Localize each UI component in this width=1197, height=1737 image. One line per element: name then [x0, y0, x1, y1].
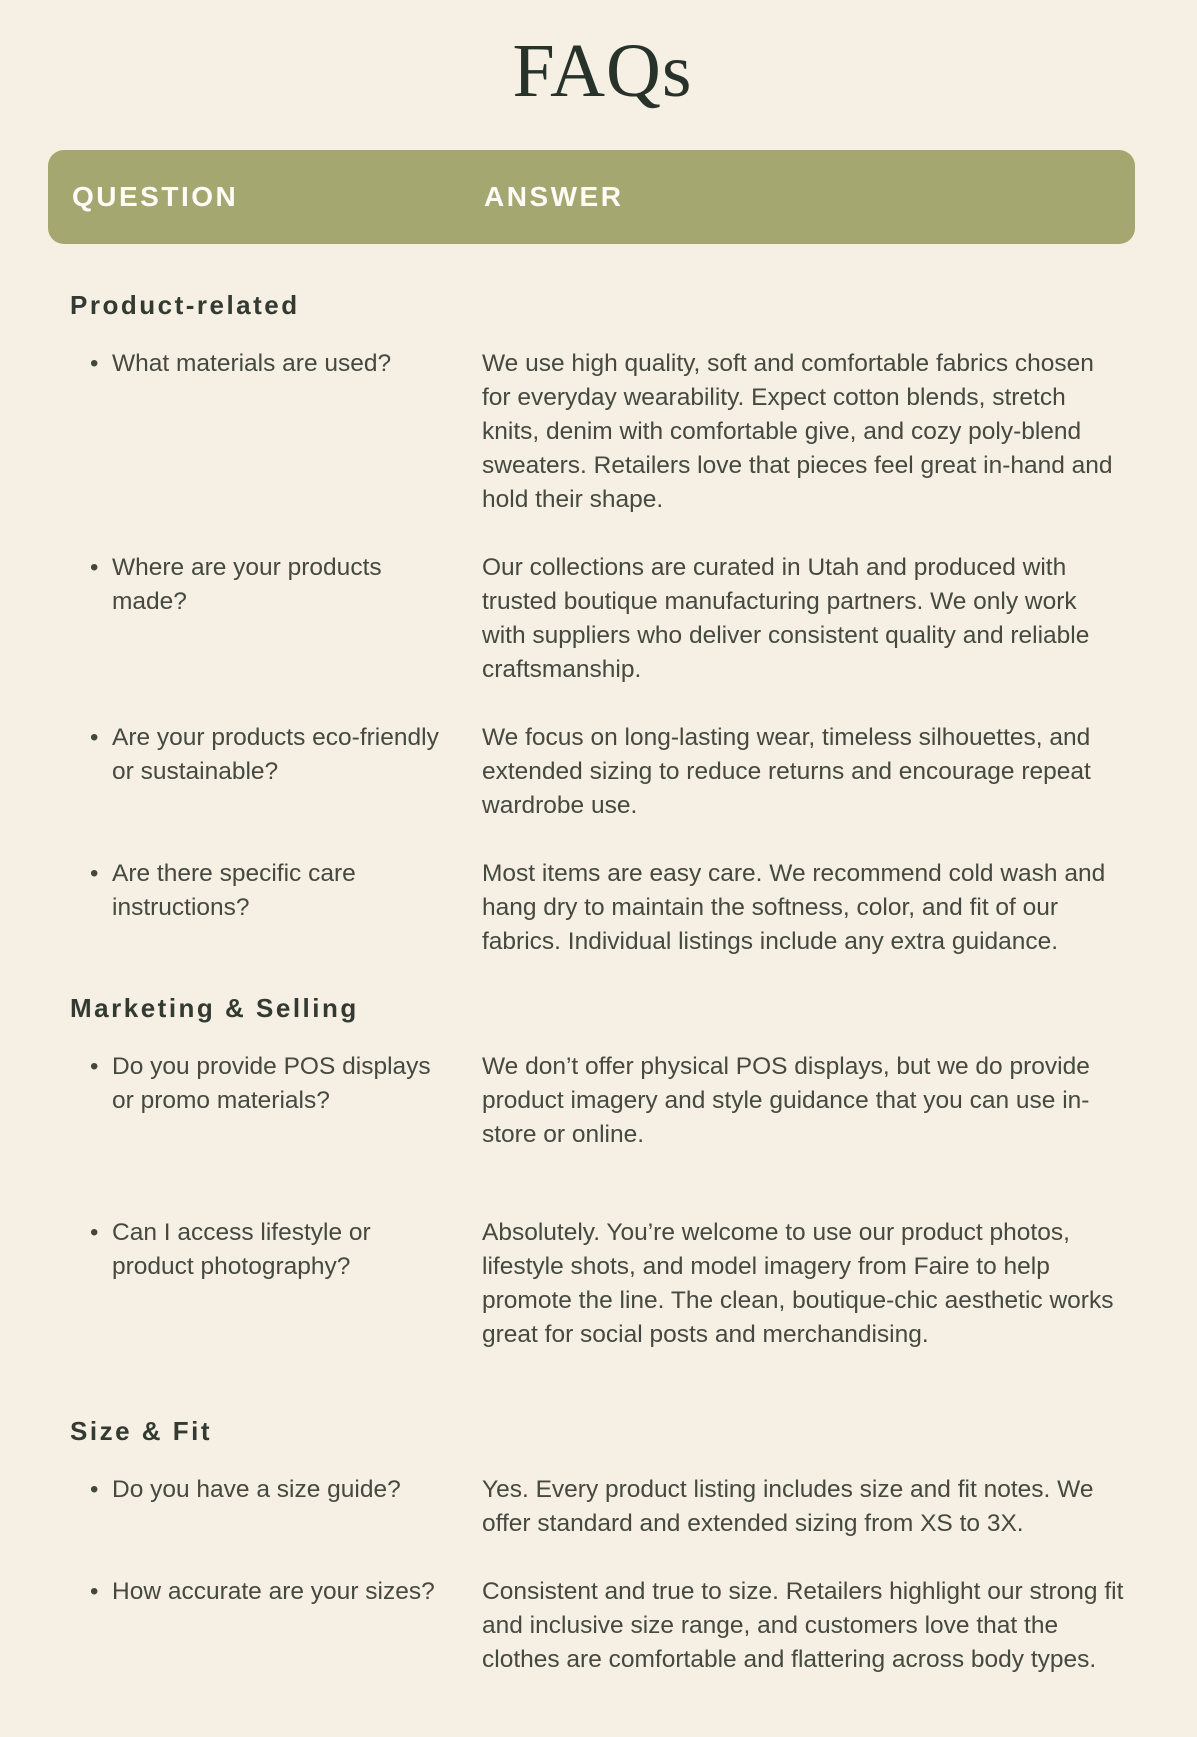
question-text: What materials are used? [112, 349, 392, 377]
faq-sections [70, 290, 1135, 1677]
bullet-icon: • [90, 1052, 99, 1080]
faq-section [70, 1416, 1135, 1677]
question-cell [70, 1216, 482, 1352]
faq-row [70, 1575, 1135, 1677]
faq-row [70, 551, 1135, 687]
question-cell [70, 721, 482, 823]
question-text: Are your products eco-friendly or sustainable? [112, 723, 439, 785]
faq-row [70, 721, 1135, 823]
faq-section [70, 290, 1135, 959]
faq-row [70, 857, 1135, 959]
bullet-icon: • [90, 859, 99, 887]
question-text: Are there specific care instructions? [112, 859, 356, 921]
page-title: FAQs [512, 29, 693, 113]
answer-text: Consistent and true to size. Retailers highlight our strong fit and inclusive size range, and customers love that the clothes are comfortable and flattering across body types. [482, 1577, 1124, 1673]
question-text: Do you provide POS displays or promo materials? [112, 1052, 431, 1114]
faq-row [70, 347, 1135, 517]
faq-row [70, 1473, 1135, 1541]
answer-text: Yes. Every product listing includes size and fit notes. We offer standard and extended sizing from XS to 3X. [482, 1475, 1094, 1537]
faq-row [70, 1216, 1135, 1352]
answer-column-header: ANSWER [484, 180, 624, 212]
faq-section [70, 993, 1135, 1352]
question-text: Can I access lifestyle or product photography? [112, 1218, 371, 1280]
bullet-icon: • [90, 349, 99, 377]
question-column-header: QUESTION [72, 180, 239, 212]
question-cell [70, 857, 482, 959]
answer-text: We use high quality, soft and comfortable fabrics chosen for everyday wearability. Expect cotton blends, stretch knits, denim with comfortable give, and cozy poly-blend sweaters. Retailers love that pieces feel great in-hand and hold their shape. [482, 349, 1113, 513]
section-heading: Marketing & Selling [70, 992, 359, 1023]
answer-text: Our collections are curated in Utah and produced with trusted boutique manufacturing partners. We only work with suppliers who deliver consistent quality and reliable craftsmanship. [482, 553, 1090, 683]
answer-text: We don’t offer physical POS displays, but we do provide product imagery and style guidance that you can use in-store or online. [482, 1052, 1090, 1148]
question-cell [70, 347, 482, 517]
question-text: Do you have a size guide? [112, 1475, 401, 1503]
question-text: How accurate are your sizes? [112, 1577, 435, 1605]
question-text: Where are your products made? [112, 553, 382, 615]
bullet-icon: • [90, 1218, 99, 1246]
question-cell [70, 1050, 482, 1152]
question-cell [70, 1575, 482, 1677]
answer-text: Most items are easy care. We recommend cold wash and hang dry to maintain the softness, color, and fit of our fabrics. Individual listings include any extra guidance. [482, 859, 1106, 955]
bullet-icon: • [90, 1577, 99, 1605]
section-heading: Product-related [70, 289, 300, 320]
table-header-bar [48, 150, 1135, 244]
bullet-icon: • [90, 723, 99, 751]
question-cell [70, 551, 482, 687]
answer-text: Absolutely. You’re welcome to use our product photos, lifestyle shots, and model imagery from Faire to help promote the line. The clean, boutique-chic aesthetic works great for social posts and merchandising. [482, 1218, 1114, 1348]
answer-text: We focus on long-lasting wear, timeless silhouettes, and extended sizing to reduce returns and encourage repeat wardrobe use. [482, 723, 1091, 819]
bullet-icon: • [90, 553, 99, 581]
question-cell [70, 1473, 482, 1541]
bullet-icon: • [90, 1475, 99, 1503]
section-heading: Size & Fit [70, 1415, 213, 1446]
faq-row [70, 1050, 1135, 1152]
